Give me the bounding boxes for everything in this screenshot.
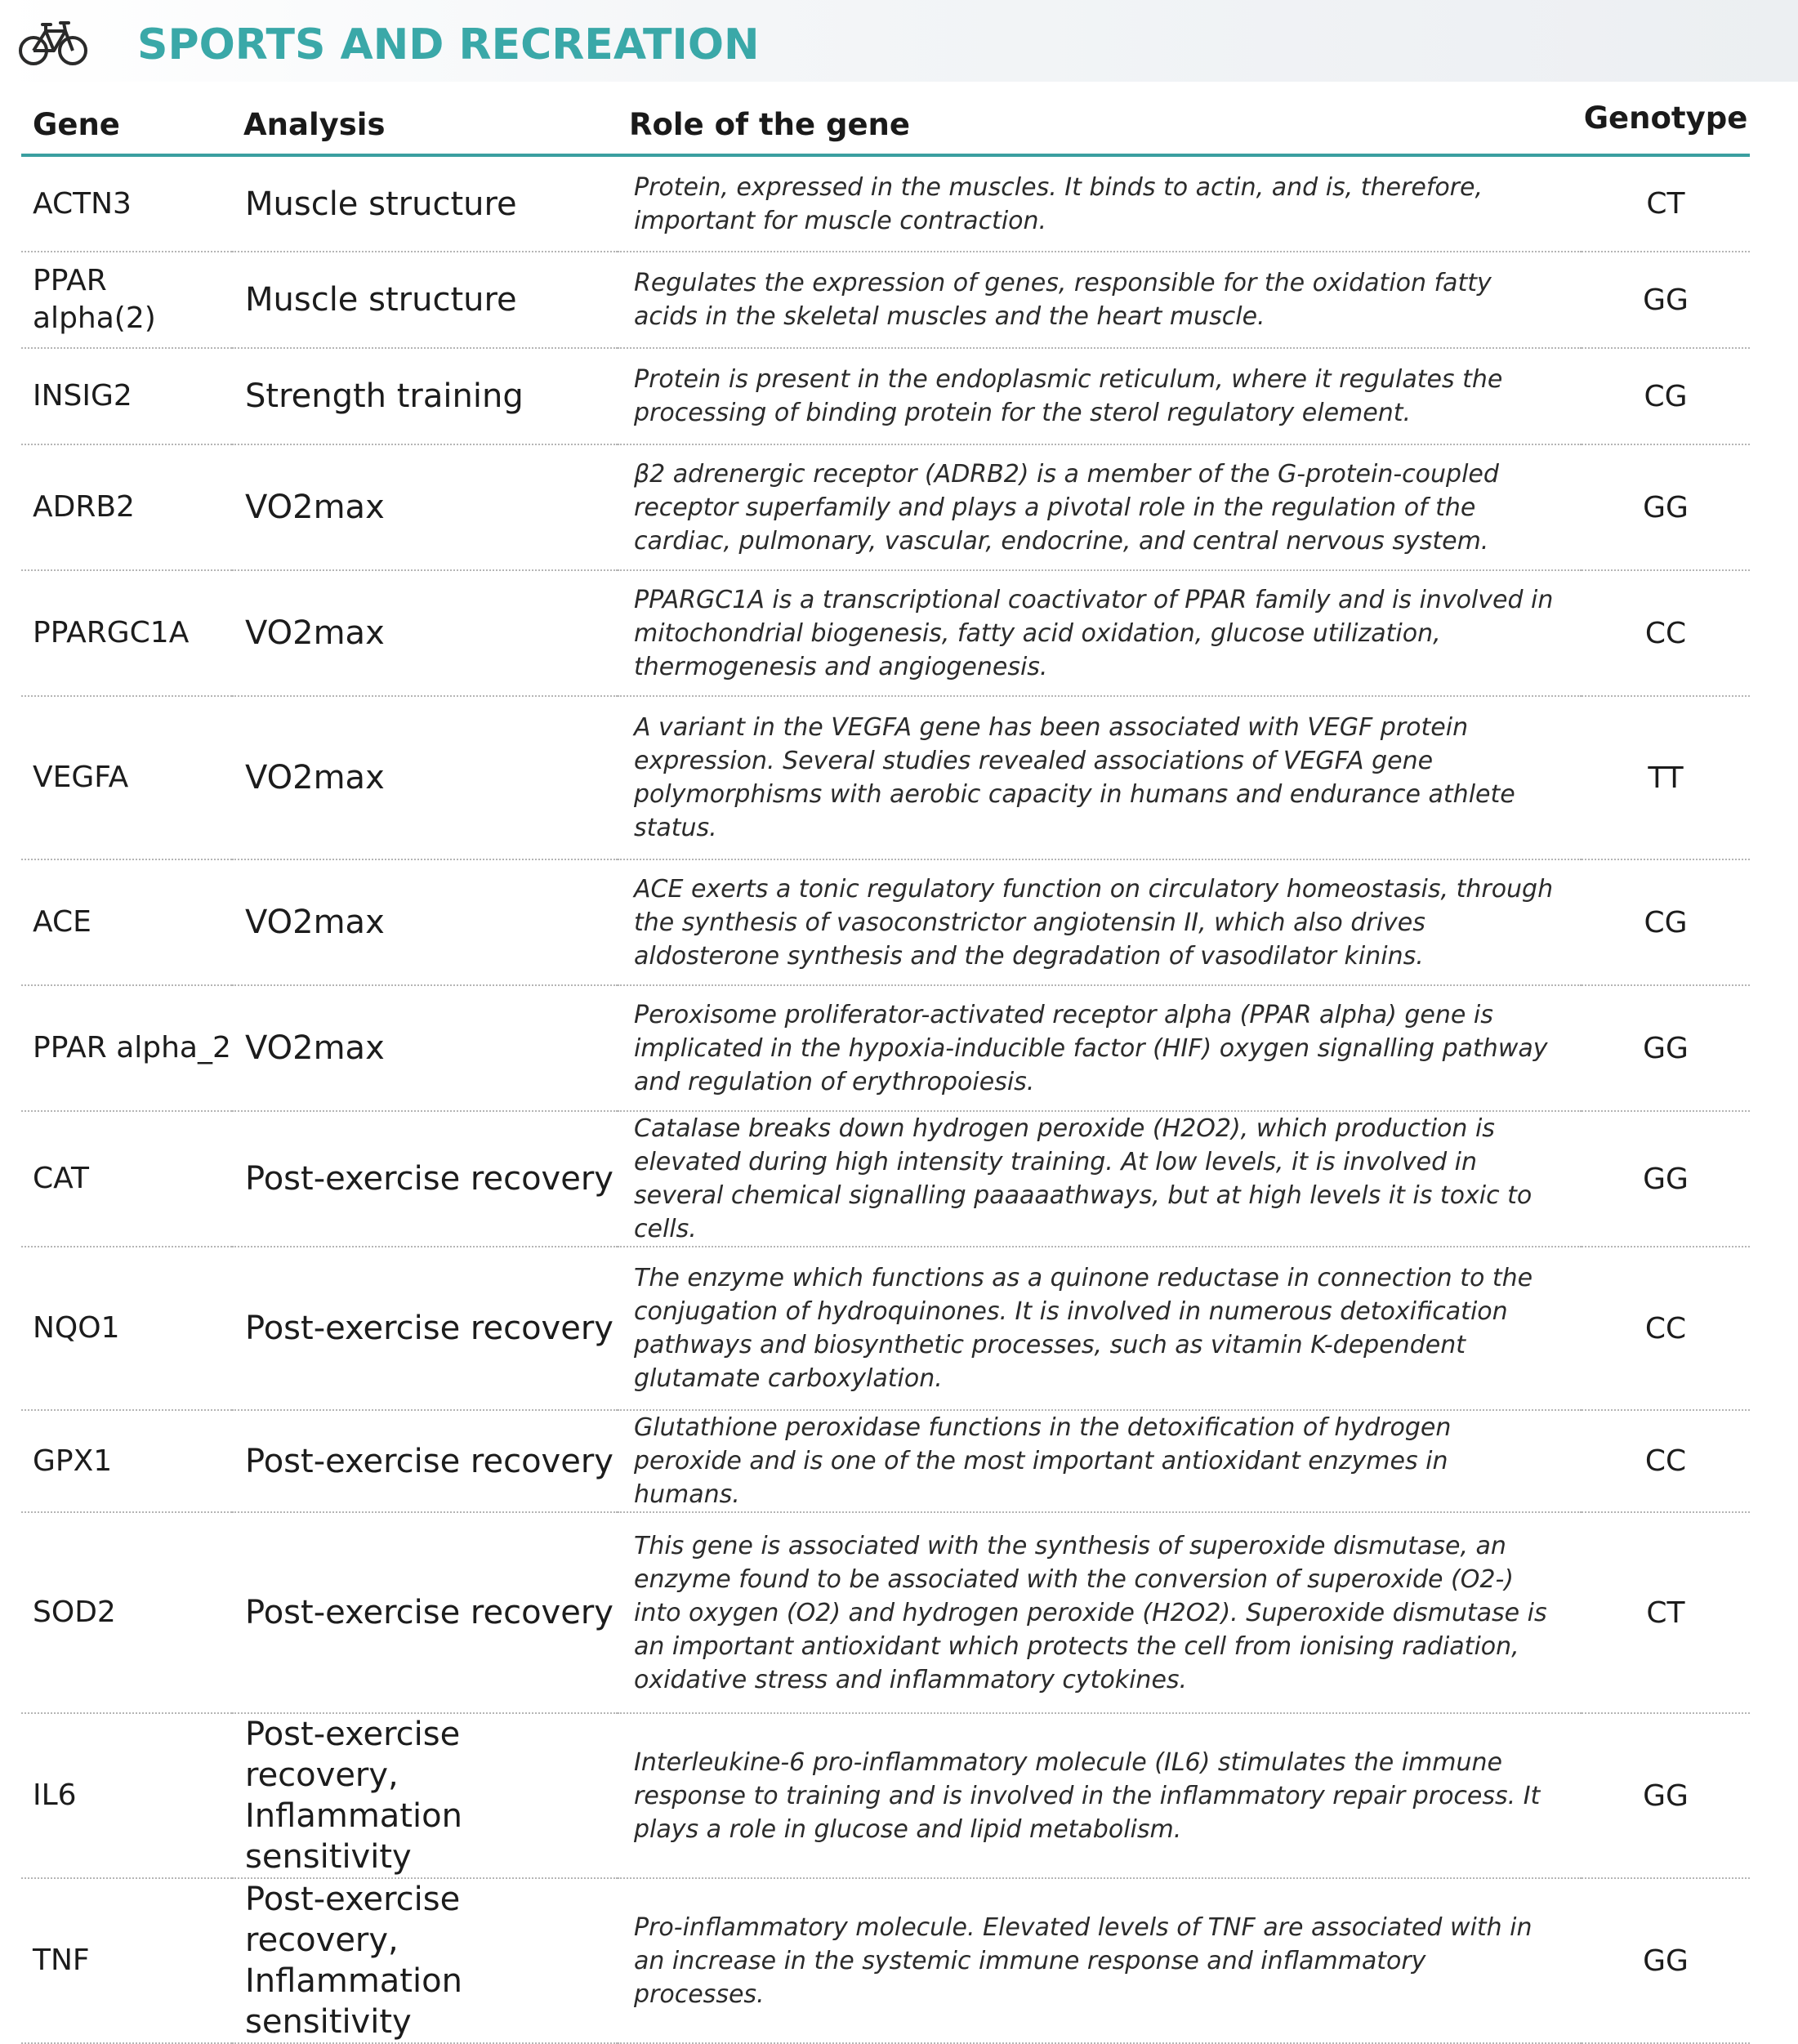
genotype-cell: CG	[1582, 348, 1750, 444]
genotype-cell: GG	[1582, 985, 1750, 1111]
gene-cell: TNF	[21, 1878, 232, 2043]
role-cell: A variant in the VEGFA gene has been associated with VEGF protein expression. Several studies revealed associations of VEGFA gene polymorphisms with aerobic capacity in humans and endurance athlete status.	[618, 696, 1582, 859]
genotype-cell: CC	[1582, 1410, 1750, 1512]
genotype-cell: CT	[1582, 1512, 1750, 1713]
table-row	[21, 1247, 1750, 1410]
role-cell: β2 adrenergic receptor (ADRB2) is a member of the G-protein-coupled receptor superfamily and plays a pivotal role in the regulation of the cardiac, pulmonary, vascular, endocrine, and central nervous system.	[618, 444, 1582, 570]
genotype-cell: CG	[1582, 859, 1750, 985]
table-row	[21, 155, 1750, 252]
gene-cell: PPAR alpha(2)	[21, 252, 232, 348]
role-cell: Protein, expressed in the muscles. It binds to actin, and is, therefore, important for muscle contraction.	[618, 155, 1582, 252]
analysis-cell: Post-exercise recovery, Inflammation sensitivity	[232, 1713, 618, 1878]
column-header-gene: Gene	[21, 96, 232, 155]
gene-cell: CAT	[21, 1111, 232, 1247]
table-header-row	[21, 96, 1750, 155]
table-row	[21, 252, 1750, 348]
gene-table	[21, 96, 1750, 2044]
table-row	[21, 1512, 1750, 1713]
analysis-cell: Muscle structure	[232, 252, 618, 348]
role-cell: PPARGC1A is a transcriptional coactivator of PPAR family and is involved in mitochondrial biogenesis, fatty acid oxidation, glucose utilization, thermogenesis and angiogenesis.	[618, 570, 1582, 696]
table-row	[21, 1410, 1750, 1512]
role-cell: Regulates the expression of genes, responsible for the oxidation fatty acids in the skeletal muscles and the heart muscle.	[618, 252, 1582, 348]
role-cell: Pro-inflammatory molecule. Elevated levels of TNF are associated with in an increase in the systemic immune response and inflammatory processes.	[618, 1878, 1582, 2043]
analysis-cell: Muscle structure	[232, 155, 618, 252]
analysis-cell: Post-exercise recovery	[232, 1111, 618, 1247]
gene-cell: GPX1	[21, 1410, 232, 1512]
analysis-cell: Post-exercise recovery	[232, 1410, 618, 1512]
role-cell: The enzyme which functions as a quinone reductase in connection to the conjugation of hydroquinones. It is involved in numerous detoxification pathways and biosynthetic processes, such as vitamin K-dependent glutamate carboxylation.	[618, 1247, 1582, 1410]
analysis-cell: VO2max	[232, 859, 618, 985]
table-row	[21, 985, 1750, 1111]
section-header	[0, 0, 1798, 82]
gene-cell: ADRB2	[21, 444, 232, 570]
genotype-cell: CT	[1582, 155, 1750, 252]
genotype-cell: GG	[1582, 1111, 1750, 1247]
gene-cell: SOD2	[21, 1512, 232, 1713]
analysis-cell: VO2max	[232, 985, 618, 1111]
gene-cell: ACE	[21, 859, 232, 985]
table-row	[21, 859, 1750, 985]
genotype-cell: CC	[1582, 570, 1750, 696]
genotype-cell: GG	[1582, 1878, 1750, 2043]
role-cell: This gene is associated with the synthesis of superoxide dismutase, an enzyme found to be associated with the conversion of superoxide (O2-) into oxygen (O2) and hydrogen peroxide (H2O2). Superoxide dismutase is an important antioxidant which protects the cell from ionising radiation, oxidative stress and inflammatory cytokines.	[618, 1512, 1582, 1713]
genotype-cell: GG	[1582, 252, 1750, 348]
role-cell: ACE exerts a tonic regulatory function on circulatory homeostasis, through the synthesis of vasoconstrictor angiotensin II, which also drives aldosterone synthesis and the degradation of vasodilator kinins.	[618, 859, 1582, 985]
column-header-analysis: Analysis	[232, 96, 618, 155]
gene-cell: ACTN3	[21, 155, 232, 252]
analysis-cell: VO2max	[232, 570, 618, 696]
genotype-cell: GG	[1582, 444, 1750, 570]
table-row	[21, 444, 1750, 570]
role-cell: Peroxisome proliferator-activated receptor alpha (PPAR alpha) gene is implicated in the hypoxia-inducible factor (HIF) oxygen signalling pathway and regulation of erythropoiesis.	[618, 985, 1582, 1111]
analysis-cell: Post-exercise recovery, Inflammation sensitivity	[232, 1878, 618, 2043]
section-title: SPORTS AND RECREATION	[137, 20, 760, 69]
table-row	[21, 1713, 1750, 1878]
analysis-cell: Post-exercise recovery	[232, 1512, 618, 1713]
table-row	[21, 1878, 1750, 2043]
bicycle-icon	[18, 18, 88, 67]
role-cell: Glutathione peroxidase functions in the detoxification of hydrogen peroxide and is one of the most important antioxidant enzymes in humans.	[618, 1410, 1582, 1512]
analysis-cell: VO2max	[232, 444, 618, 570]
genotype-cell: GG	[1582, 1713, 1750, 1878]
analysis-cell: VO2max	[232, 696, 618, 859]
role-cell: Protein is present in the endoplasmic reticulum, where it regulates the processing of binding protein for the sterol regulatory element.	[618, 348, 1582, 444]
table-row	[21, 348, 1750, 444]
genotype-cell: CC	[1582, 1247, 1750, 1410]
gene-cell: PPAR alpha_2	[21, 985, 232, 1111]
gene-cell: NQO1	[21, 1247, 232, 1410]
role-cell: Interleukine-6 pro-inflammatory molecule (IL6) stimulates the immune response to training and is involved in the inflammatory repair process. It plays a role in glucose and lipid metabolism.	[618, 1713, 1582, 1878]
gene-cell: IL6	[21, 1713, 232, 1878]
gene-cell: PPARGC1A	[21, 570, 232, 696]
analysis-cell: Strength training	[232, 348, 618, 444]
analysis-cell: Post-exercise recovery	[232, 1247, 618, 1410]
gene-cell: VEGFA	[21, 696, 232, 859]
table-row	[21, 570, 1750, 696]
gene-cell: INSIG2	[21, 348, 232, 444]
table-row	[21, 696, 1750, 859]
table-row	[21, 1111, 1750, 1247]
role-cell: Catalase breaks down hydrogen peroxide (H2O2), which production is elevated during high intensity training. At low levels, it is involved in several chemical signalling paaaaathways, but at high levels it is toxic to cells.	[618, 1111, 1582, 1247]
column-header-role: Role of the gene	[618, 96, 1582, 155]
genotype-cell: TT	[1582, 696, 1750, 859]
column-header-genotype: Genotype	[1582, 96, 1750, 155]
